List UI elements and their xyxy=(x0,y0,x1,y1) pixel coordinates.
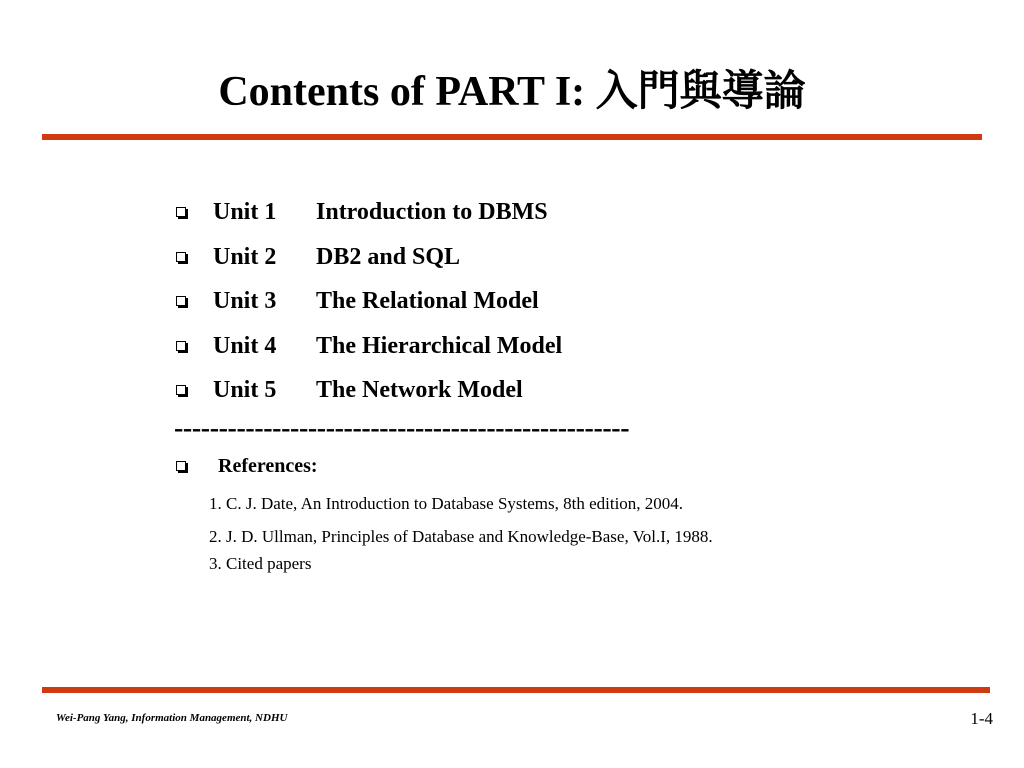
unit-name: DB2 and SQL xyxy=(316,243,461,270)
unit-number: Unit 2 xyxy=(213,243,277,270)
unit-number: Unit 5 xyxy=(213,377,277,404)
reference-item: 1. C. J. Date, An Introduction to Database Systems, 8th edition, 2004. xyxy=(209,494,684,513)
square-bullet-icon xyxy=(176,461,186,471)
bottom-divider xyxy=(42,687,990,693)
square-bullet-icon xyxy=(176,207,186,217)
unit-name: The Hierarchical Model xyxy=(316,332,563,359)
top-divider xyxy=(42,134,982,140)
page-number: 1-4 xyxy=(970,709,993,728)
unit-name: Introduction to DBMS xyxy=(316,199,548,226)
list-item xyxy=(176,190,562,235)
unit-number: Unit 4 xyxy=(213,332,277,359)
slide-title: Contents of PART I: 入門與導論 xyxy=(218,69,806,115)
square-bullet-icon xyxy=(176,252,186,262)
unit-name: The Network Model xyxy=(316,377,523,404)
unit-list xyxy=(176,190,562,413)
references-label: References: xyxy=(218,455,318,477)
references-heading xyxy=(176,452,318,480)
list-item xyxy=(176,235,562,280)
square-bullet-icon xyxy=(176,296,186,306)
unit-name: The Relational Model xyxy=(316,288,539,315)
square-bullet-icon xyxy=(176,341,186,351)
dashed-separator: --------------------------------------------------- xyxy=(174,413,630,444)
list-item xyxy=(176,279,562,324)
square-bullet-icon xyxy=(176,385,186,395)
reference-item: 3. Cited papers xyxy=(209,554,312,573)
list-item xyxy=(176,368,562,413)
reference-item: 2. J. D. Ullman, Principles of Database and Knowledge-Base, Vol.I, 1988. xyxy=(209,527,713,546)
unit-number: Unit 1 xyxy=(213,199,277,226)
unit-number: Unit 3 xyxy=(213,288,277,315)
footer-author: Wei-Pang Yang, Information Management, NDHU xyxy=(56,712,288,724)
list-item xyxy=(176,324,562,369)
